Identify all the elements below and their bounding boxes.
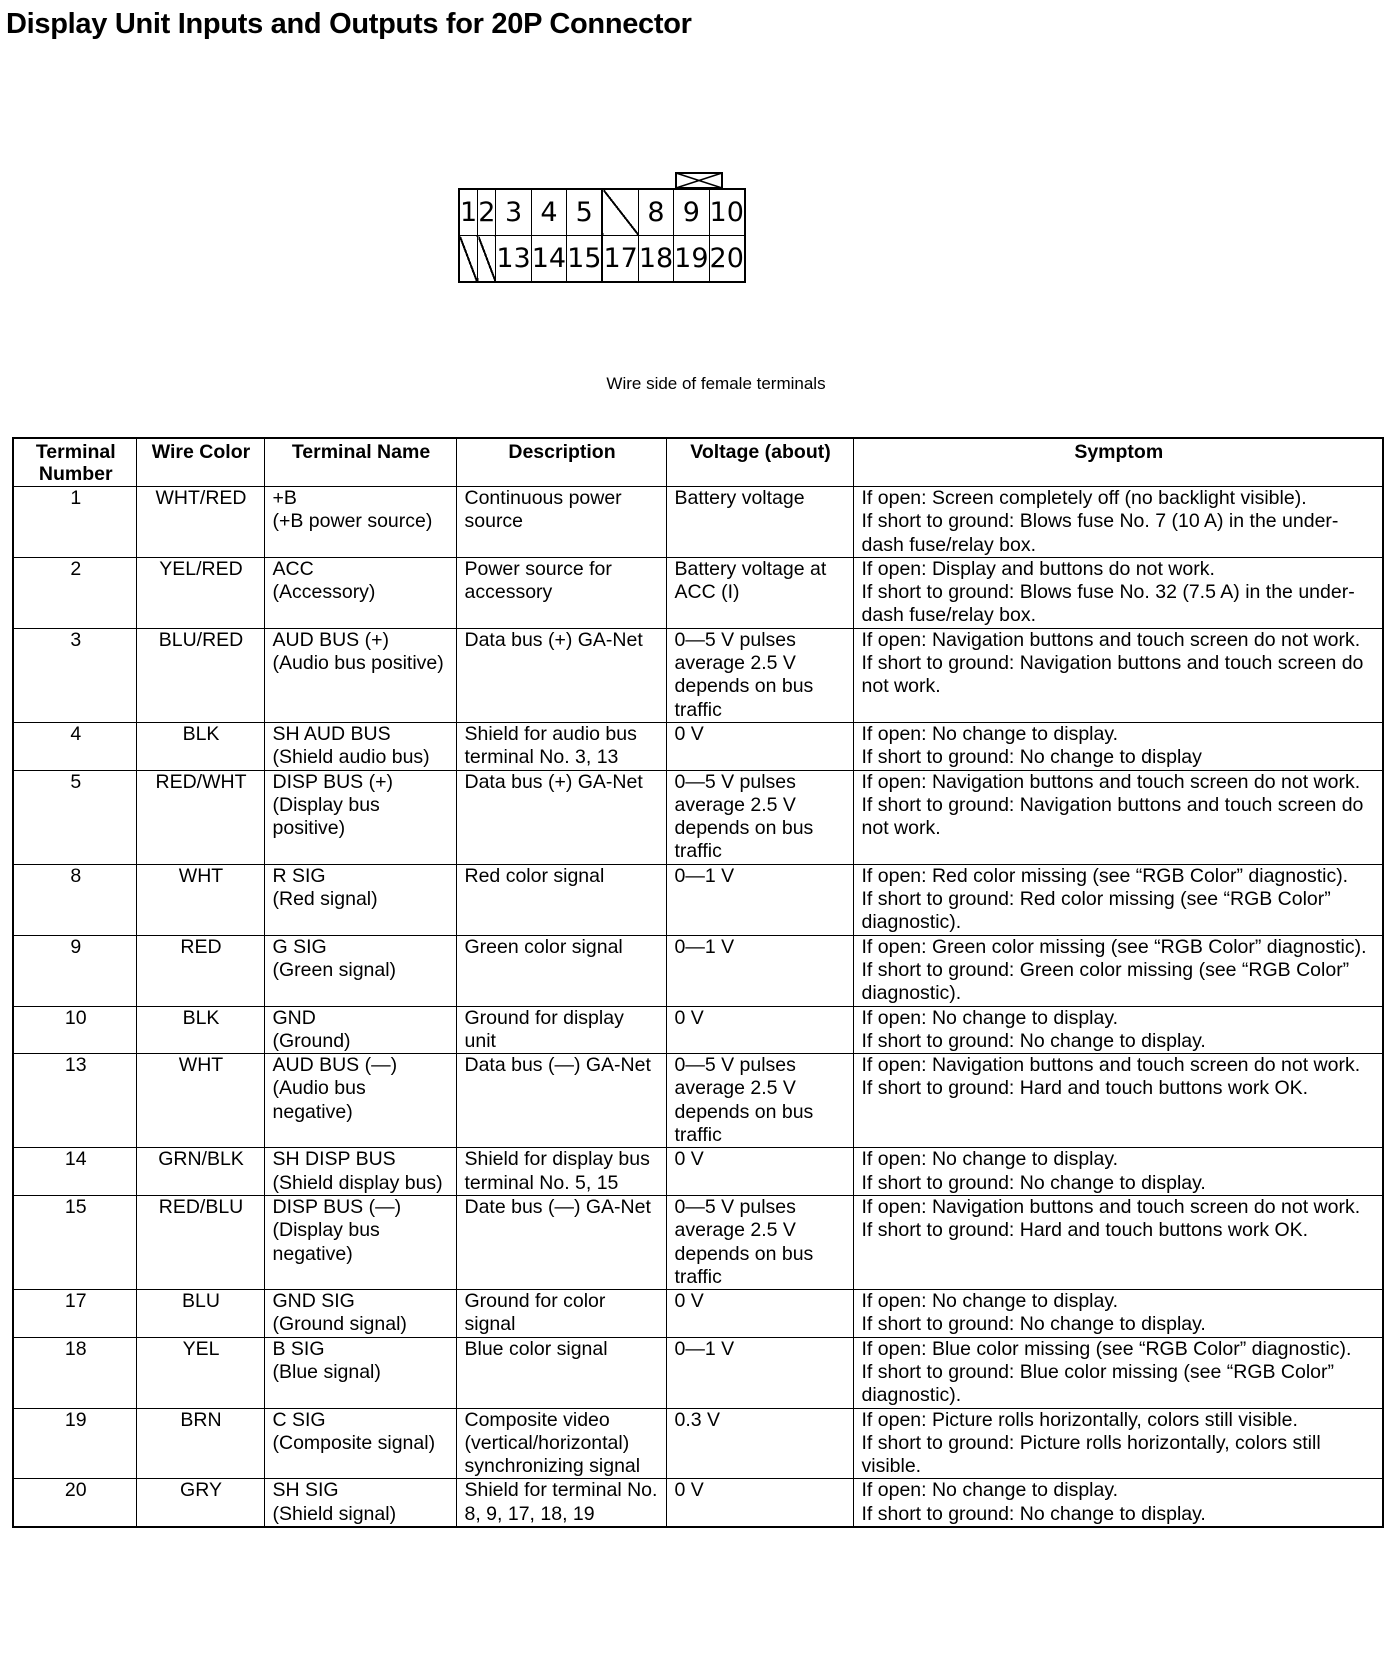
table-row — [13, 864, 1383, 935]
description-cell: Data bus (—) GA-Net — [456, 1054, 666, 1148]
symptom-open: If open: No change to display. — [861, 722, 1119, 745]
terminal-name-detail: (Shield audio bus) — [272, 746, 430, 769]
terminal-name: B SIG — [272, 1337, 325, 1360]
description-cell: Composite video (vertical/horizontal) synchronizing signal — [456, 1408, 666, 1479]
symptom-open: If open: Picture rolls horizontally, colors still visible. — [861, 1408, 1298, 1431]
header-description: Description — [456, 438, 666, 487]
voltage-cell: 0.3 V — [666, 1408, 853, 1479]
page-title: Display Unit Inputs and Outputs for 20P Connector — [6, 8, 692, 40]
terminal-name-cell — [264, 1054, 456, 1148]
pin-cell: 8 — [638, 189, 673, 236]
terminal-name: GND — [272, 1006, 316, 1029]
table-row — [13, 1479, 1383, 1527]
terminal-name: AUD BUS (+) — [272, 628, 389, 651]
terminal-number-cell: 9 — [13, 935, 136, 1006]
wire-color-cell: RED — [136, 935, 264, 1006]
terminal-name-cell — [264, 864, 456, 935]
terminal-name-detail: (Ground) — [272, 1029, 351, 1052]
symptom-open: If open: Red color missing (see “RGB Color” diagnostic). — [861, 864, 1349, 887]
voltage-cell: 0 V — [666, 722, 853, 770]
description-cell: Shield for terminal No. 8, 9, 17, 18, 19 — [456, 1479, 666, 1527]
terminal-name-cell — [264, 628, 456, 722]
terminal-number-cell: 13 — [13, 1054, 136, 1148]
terminal-name: G SIG — [272, 935, 327, 958]
terminal-number-cell: 14 — [13, 1148, 136, 1196]
table-row — [13, 1006, 1383, 1054]
table-row — [13, 1148, 1383, 1196]
symptom-cell — [853, 722, 1383, 770]
table-row — [13, 722, 1383, 770]
symptom-short: If short to ground: No change to display. — [861, 1029, 1206, 1052]
terminal-name-cell — [264, 557, 456, 628]
wire-color-cell: RED/BLU — [136, 1195, 264, 1289]
terminal-name-cell — [264, 770, 456, 864]
table-row — [13, 1337, 1383, 1408]
wire-color-cell: WHT — [136, 864, 264, 935]
symptom-cell — [853, 1290, 1383, 1338]
symptom-open: If open: Navigation buttons and touch screen do not work. — [861, 1054, 1361, 1077]
terminal-name-cell — [264, 1195, 456, 1289]
description-cell: Ground for color signal — [456, 1290, 666, 1338]
header-voltage: Voltage (about) — [666, 438, 853, 487]
terminal-name-cell — [264, 1290, 456, 1338]
description-cell: Power source for accessory — [456, 557, 666, 628]
terminal-name-detail: (Blue signal) — [272, 1360, 381, 1383]
voltage-cell: Battery voltage at ACC (I) — [666, 557, 853, 628]
symptom-open: If open: No change to display. — [861, 1148, 1119, 1171]
terminal-name-detail: (Ground signal) — [272, 1313, 407, 1336]
description-cell: Data bus (+) GA-Net — [456, 770, 666, 864]
wire-color-cell: YEL — [136, 1337, 264, 1408]
table-row — [13, 935, 1383, 1006]
symptom-short: If short to ground: Red color missing (see “RGB Color” diagnostic). — [861, 888, 1331, 934]
description-cell: Blue color signal — [456, 1337, 666, 1408]
wire-color-cell: WHT — [136, 1054, 264, 1148]
description-cell: Date bus (—) GA-Net — [456, 1195, 666, 1289]
terminal-name-detail: (Shield display bus) — [272, 1171, 443, 1194]
voltage-cell: 0—1 V — [666, 935, 853, 1006]
terminal-number-cell: 15 — [13, 1195, 136, 1289]
terminal-name-cell — [264, 722, 456, 770]
table-header-row — [13, 438, 1383, 487]
pin-cell: 4 — [531, 189, 566, 236]
wire-color-cell: BLK — [136, 1006, 264, 1054]
symptom-cell — [853, 935, 1383, 1006]
terminal-number-cell: 3 — [13, 628, 136, 722]
symptom-open: If open: No change to display. — [861, 1006, 1119, 1029]
connector-pin-grid — [458, 188, 746, 283]
pin-cell: 1 — [459, 189, 478, 236]
symptom-open: If open: No change to display. — [861, 1290, 1119, 1313]
terminal-name-detail: (Audio bus negative) — [272, 1077, 366, 1123]
wire-color-cell: YEL/RED — [136, 557, 264, 628]
description-cell: Continuous power source — [456, 487, 666, 558]
terminal-name-cell — [264, 487, 456, 558]
symptom-cell — [853, 1148, 1383, 1196]
pin-cell: 18 — [638, 236, 673, 283]
description-cell: Shield for audio bus terminal No. 3, 13 — [456, 722, 666, 770]
wire-color-cell: GRN/BLK — [136, 1148, 264, 1196]
terminal-name: +B — [272, 487, 297, 509]
symptom-short: If short to ground: Blows fuse No. 32 (7.5 A) in the under-dash fuse/relay box. — [861, 581, 1355, 627]
wire-color-cell: GRY — [136, 1479, 264, 1527]
symptom-cell — [853, 1408, 1383, 1479]
pin-cell-empty — [478, 236, 496, 283]
symptom-short: If short to ground: Picture rolls horizontally, colors still visible. — [861, 1431, 1321, 1478]
table-row — [13, 1054, 1383, 1148]
pin-cell-empty — [459, 236, 478, 283]
symptom-cell — [853, 864, 1383, 935]
terminal-name: SH SIG — [272, 1479, 339, 1502]
symptom-open: If open: Green color missing (see “RGB Color” diagnostic). — [861, 935, 1367, 958]
header-wire-color: Wire Color — [136, 438, 264, 487]
description-cell: Shield for display bus terminal No. 5, 15 — [456, 1148, 666, 1196]
wire-color-cell: WHT/RED — [136, 487, 264, 558]
description-cell: Ground for display unit — [456, 1006, 666, 1054]
symptom-short: If short to ground: Green color missing (see “RGB Color” diagnostic). — [861, 958, 1350, 1005]
terminal-name-detail: (Shield signal) — [272, 1502, 397, 1525]
terminal-name-detail: (+B power source) — [272, 510, 433, 533]
connector-caption: Wire side of female terminals — [606, 374, 826, 393]
terminal-number-cell: 18 — [13, 1337, 136, 1408]
symptom-short: If short to ground: Hard and touch buttons work OK. — [861, 1077, 1309, 1100]
symptom-open: If open: Navigation buttons and touch screen do not work. — [861, 628, 1361, 651]
terminal-name-detail: (Accessory) — [272, 581, 376, 604]
pin-cell: 17 — [603, 236, 638, 283]
voltage-cell: 0—5 V pulses average 2.5 V depends on bus traffic — [666, 628, 853, 722]
symptom-open: If open: Display and buttons do not work. — [861, 557, 1215, 580]
terminal-name: SH DISP BUS — [272, 1148, 396, 1171]
pin-cell: 3 — [496, 189, 531, 236]
description-cell: Data bus (+) GA-Net — [456, 628, 666, 722]
description-cell: Red color signal — [456, 864, 666, 935]
terminal-name-detail: (Display bus negative) — [272, 1219, 380, 1265]
voltage-cell: 0 V — [666, 1006, 853, 1054]
symptom-cell — [853, 487, 1383, 558]
pin-cell: 14 — [531, 236, 566, 283]
symptom-short: If short to ground: Blue color missing (see “RGB Color” diagnostic). — [861, 1360, 1335, 1407]
symptom-cell — [853, 1054, 1383, 1148]
table-row — [13, 628, 1383, 722]
terminal-number-cell: 8 — [13, 864, 136, 935]
terminal-name: AUD BUS (—) — [272, 1054, 398, 1077]
symptom-cell — [853, 557, 1383, 628]
symptom-short: If short to ground: Blows fuse No. 7 (10 A) in the under-dash fuse/relay box. — [861, 510, 1339, 556]
terminal-name: GND SIG — [272, 1290, 355, 1313]
pin-cell: 15 — [567, 236, 602, 283]
description-cell: Green color signal — [456, 935, 666, 1006]
symptom-cell — [853, 770, 1383, 864]
symptom-short: If short to ground: Navigation buttons and touch screen do not work. — [861, 793, 1364, 840]
voltage-cell: 0 V — [666, 1148, 853, 1196]
symptom-short: If short to ground: No change to display. — [861, 1502, 1206, 1525]
wire-color-cell: BLU/RED — [136, 628, 264, 722]
voltage-cell: 0—5 V pulses average 2.5 V depends on bus traffic — [666, 770, 853, 864]
terminal-number-cell: 17 — [13, 1290, 136, 1338]
symptom-cell — [853, 628, 1383, 722]
pin-cell: 9 — [674, 189, 709, 236]
symptom-cell — [853, 1006, 1383, 1054]
terminal-number-cell: 19 — [13, 1408, 136, 1479]
table-row — [13, 1290, 1383, 1338]
header-terminal-name: Terminal Name — [264, 438, 456, 487]
table-row — [13, 557, 1383, 628]
table-row — [13, 1195, 1383, 1289]
voltage-cell: 0—5 V pulses average 2.5 V depends on bus traffic — [666, 1195, 853, 1289]
io-table — [12, 437, 1384, 1528]
voltage-cell: 0—1 V — [666, 864, 853, 935]
terminal-name-cell — [264, 1408, 456, 1479]
pin-cell-empty — [603, 189, 638, 236]
voltage-cell: 0 V — [666, 1290, 853, 1338]
symptom-cell — [853, 1479, 1383, 1527]
table-body — [13, 487, 1383, 1528]
pin-cell: 5 — [567, 189, 602, 236]
terminal-name: DISP BUS (+) — [272, 770, 393, 793]
pin-cell: 2 — [478, 189, 496, 236]
symptom-short: If short to ground: No change to display — [861, 746, 1202, 769]
symptom-short: If short to ground: No change to display. — [861, 1313, 1206, 1336]
terminal-name: R SIG — [272, 864, 326, 887]
symptom-open: If open: Screen completely off (no backlight visible). — [861, 487, 1307, 509]
terminal-name: C SIG — [272, 1408, 326, 1431]
table-row — [13, 1408, 1383, 1479]
terminal-number-cell: 4 — [13, 722, 136, 770]
terminal-name-cell — [264, 935, 456, 1006]
pin-cell: 13 — [496, 236, 531, 283]
voltage-cell: 0—1 V — [666, 1337, 853, 1408]
symptom-open: If open: Blue color missing (see “RGB Color” diagnostic). — [861, 1337, 1352, 1360]
pin-cell: 19 — [674, 236, 709, 283]
header-terminal-number: Terminal Number — [13, 438, 136, 487]
terminal-name-cell — [264, 1148, 456, 1196]
pin-cell: 20 — [709, 236, 745, 283]
terminal-name-detail: (Composite signal) — [272, 1431, 436, 1454]
table-row — [13, 770, 1383, 864]
terminal-name: SH AUD BUS — [272, 722, 391, 745]
terminal-name-detail: (Red signal) — [272, 888, 378, 911]
terminal-name-cell — [264, 1006, 456, 1054]
terminal-name-cell — [264, 1337, 456, 1408]
symptom-open: If open: Navigation buttons and touch screen do not work. — [861, 770, 1361, 793]
symptom-open: If open: No change to display. — [861, 1479, 1119, 1502]
pin-row-bottom — [459, 236, 745, 283]
wire-color-cell: BRN — [136, 1408, 264, 1479]
terminal-name: ACC — [272, 557, 314, 580]
terminal-name: DISP BUS (—) — [272, 1195, 402, 1218]
terminal-number-cell: 1 — [13, 487, 136, 558]
voltage-cell: 0 V — [666, 1479, 853, 1527]
terminal-name-detail: (Audio bus positive) — [272, 652, 444, 675]
terminal-number-cell: 20 — [13, 1479, 136, 1527]
wire-color-cell: BLK — [136, 722, 264, 770]
symptom-short: If short to ground: Navigation buttons and touch screen do not work. — [861, 652, 1364, 698]
voltage-cell: 0—5 V pulses average 2.5 V depends on bus traffic — [666, 1054, 853, 1148]
voltage-cell: Battery voltage — [666, 487, 853, 558]
table-row — [13, 487, 1383, 558]
pin-row-top — [459, 189, 745, 236]
connector-latch-icon — [675, 172, 723, 188]
wire-color-cell: BLU — [136, 1290, 264, 1338]
wire-color-cell: RED/WHT — [136, 770, 264, 864]
symptom-short: If short to ground: Hard and touch buttons work OK. — [861, 1219, 1309, 1242]
symptom-cell — [853, 1337, 1383, 1408]
header-symptom: Symptom — [853, 438, 1383, 487]
symptom-open: If open: Navigation buttons and touch screen do not work. — [861, 1195, 1361, 1218]
symptom-short: If short to ground: No change to display. — [861, 1171, 1206, 1194]
terminal-number-cell: 10 — [13, 1006, 136, 1054]
symptom-cell — [853, 1195, 1383, 1289]
terminal-name-cell — [264, 1479, 456, 1527]
terminal-number-cell: 5 — [13, 770, 136, 864]
terminal-name-detail: (Display bus positive) — [272, 793, 380, 840]
terminal-number-cell: 2 — [13, 557, 136, 628]
terminal-name-detail: (Green signal) — [272, 958, 397, 981]
pin-cell: 10 — [709, 189, 745, 236]
